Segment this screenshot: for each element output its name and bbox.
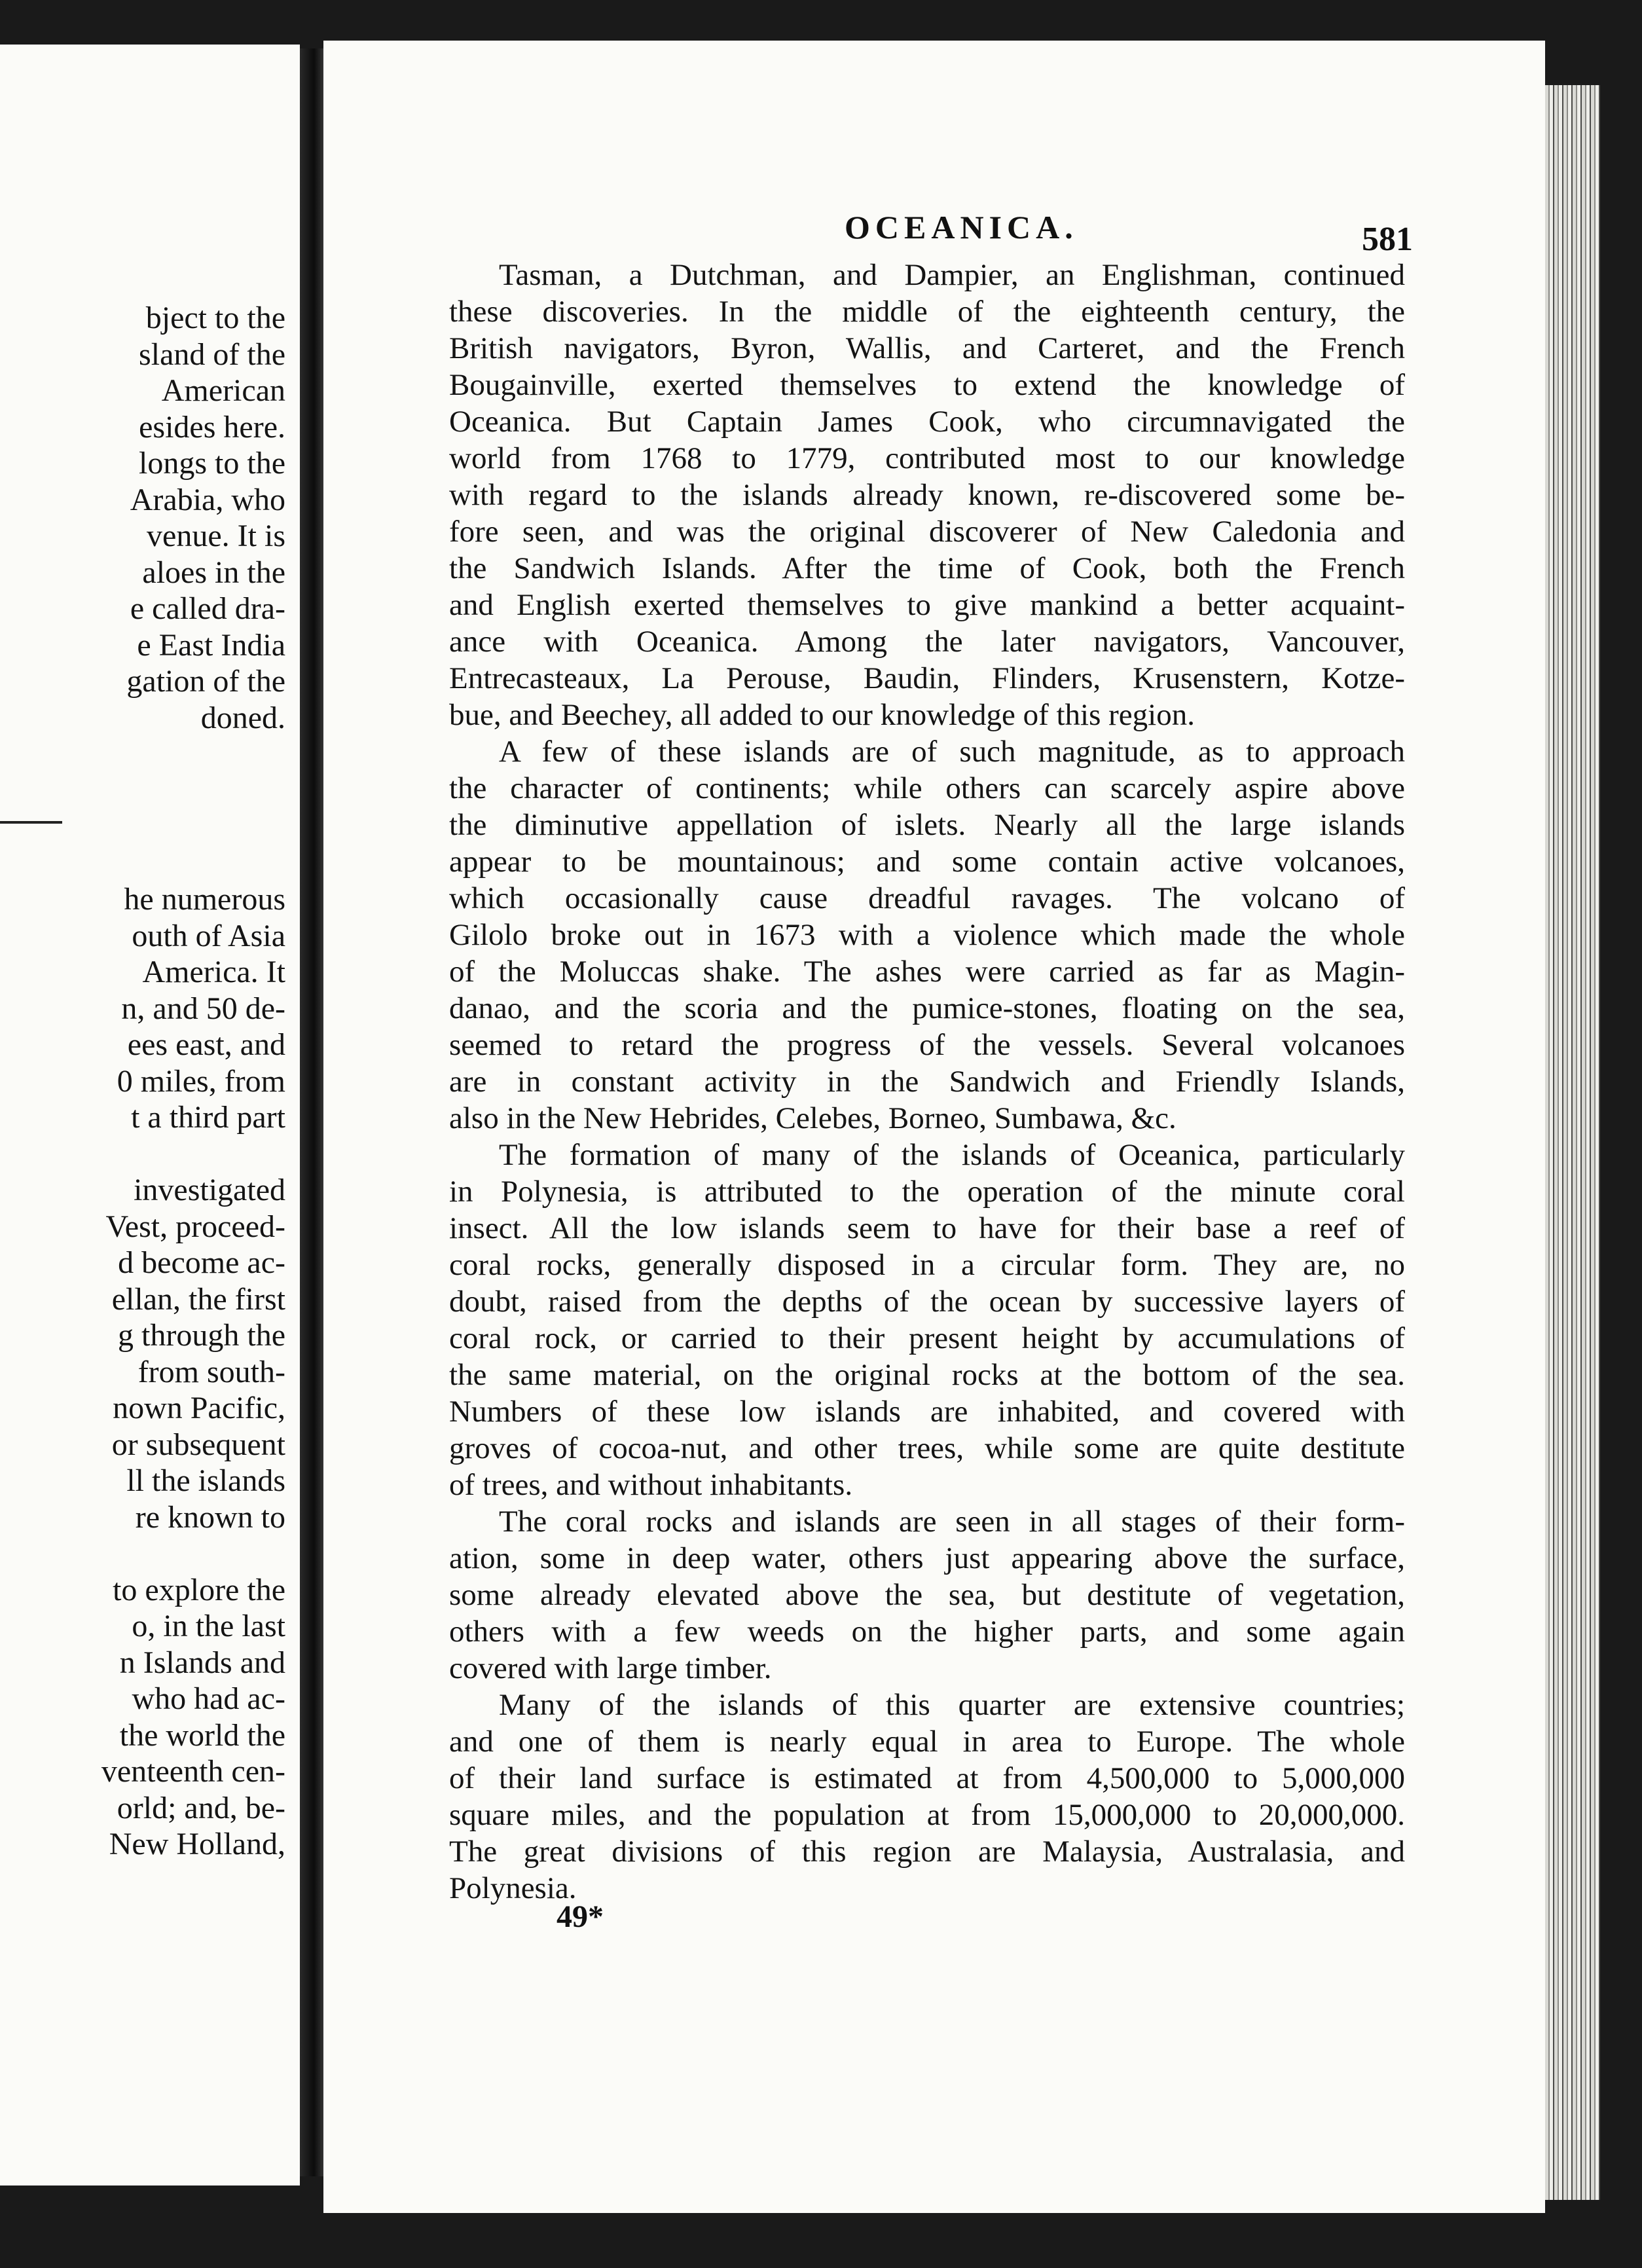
text-line: insect. All the low islands seem to have for their base a reef of [449, 1211, 1405, 1245]
left-page-line: aloes in the [142, 555, 285, 590]
body-text [449, 257, 1405, 1907]
left-page-line: nown Pacific, [113, 1391, 285, 1425]
left-page-line: American [161, 373, 285, 408]
left-page-line: e East India [137, 627, 285, 663]
paragraph [449, 1137, 1405, 1503]
text-line: Many of the islands of this quarter are extensive countries; [499, 1688, 1405, 1722]
left-page-line: ll the islands [126, 1463, 285, 1498]
left-page-line: New Holland, [109, 1827, 285, 1861]
left-page-line: ees east, and [127, 1027, 285, 1062]
left-page-text [0, 300, 300, 1863]
text-line: coral rocks, generally disposed in a circular form. They are, no [449, 1248, 1405, 1282]
left-page-line: t a third part [131, 1100, 285, 1135]
text-line: covered with large timber. [449, 1651, 772, 1685]
left-page-line [0, 1535, 300, 1572]
text-line: danao, and the scoria and the pumice-stones, floating on the sea, [449, 991, 1405, 1025]
section-rule [0, 821, 62, 824]
text-line: The coral rocks and islands are seen in all stages of their form- [499, 1505, 1405, 1539]
text-line: others with a few weeds on the higher parts, and some again [449, 1615, 1405, 1649]
text-line: are in constant activity in the Sandwich and Friendly Islands, [449, 1065, 1405, 1099]
text-line: groves of cocoa-nut, and other trees, while some are quite destitute [449, 1431, 1405, 1465]
left-page-line: sland of the [139, 337, 285, 372]
left-page-line: longs to the [139, 446, 285, 481]
left-page-line: d become ac- [118, 1245, 285, 1280]
left-page-line: o, in the last [132, 1609, 285, 1643]
left-page-line [0, 1136, 300, 1173]
text-line: seemed to retard the progress of the vessels. Several volcanoes [449, 1028, 1405, 1062]
left-page-line [0, 845, 300, 882]
left-page-line: re known to [135, 1499, 285, 1535]
left-page-line: g through the [118, 1318, 285, 1353]
left-page-line: venue. It is [147, 519, 285, 553]
left-page-line: n Islands and [119, 1645, 285, 1680]
left-page-line: venteenth cen- [101, 1754, 285, 1789]
text-line: Entrecasteaux, La Perouse, Baudin, Flinders, Krusenstern, Kotze- [449, 661, 1405, 695]
left-page-line [0, 773, 300, 809]
left-page-line [0, 809, 300, 845]
left-page [0, 45, 300, 2186]
left-page-line: gation of the [126, 664, 285, 699]
left-page-line [0, 736, 300, 773]
text-line: these discoveries. In the middle of the eighteenth century, the [449, 295, 1405, 329]
left-page-line: who had ac- [132, 1681, 285, 1716]
text-line: the Sandwich Islands. After the time of Cook, both the French [449, 551, 1405, 585]
text-line: ance with Oceanica. Among the later navigators, Vancouver, [449, 625, 1405, 659]
text-line: the diminutive appellation of islets. Nearly all the large islands [449, 808, 1405, 842]
left-page-line: Vest, proceed- [105, 1209, 285, 1244]
paragraph [449, 1503, 1405, 1687]
text-line: Oceanica. But Captain James Cook, who circumnavigated the [449, 405, 1405, 439]
text-line: Bougainville, exerted themselves to extend the knowledge of [449, 368, 1405, 402]
text-line: fore seen, and was the original discoverer of New Caledonia and [449, 515, 1405, 549]
left-page-line: ellan, the first [111, 1281, 285, 1317]
text-line: in Polynesia, is attributed to the operation of the minute coral [449, 1175, 1405, 1209]
page-edges [1545, 85, 1600, 2200]
left-page-line: he numerous [124, 882, 285, 917]
text-line: also in the New Hebrides, Celebes, Borneo, Sumbawa, &c. [449, 1101, 1177, 1135]
text-line: British navigators, Byron, Wallis, and Carteret, and the French [449, 331, 1405, 365]
left-page-line: 0 miles, from [117, 1063, 285, 1099]
paragraph [449, 257, 1405, 733]
paragraph [449, 1687, 1405, 1907]
text-line: bue, and Beechey, all added to our knowledge of this region. [449, 698, 1195, 732]
text-line: Numbers of these low islands are inhabited, and covered with [449, 1395, 1405, 1429]
left-page-line: bject to the [145, 301, 285, 335]
left-page-line: n, and 50 de- [121, 991, 285, 1026]
left-page-line: America. It [142, 955, 285, 989]
book-gutter [300, 48, 323, 2176]
text-line: square miles, and the population at from 15,000,000 to 20,000,000. [449, 1798, 1405, 1832]
text-line: world from 1768 to 1779, contributed most to our knowledge [449, 441, 1405, 475]
text-line: and English exerted themselves to give mankind a better acquaint- [449, 588, 1405, 622]
left-page-line: esides here. [139, 409, 285, 445]
signature-mark: 49* [556, 1899, 604, 1934]
left-page-line: e called dra- [130, 591, 285, 626]
left-page-line: Arabia, who [130, 482, 285, 517]
text-line: ation, some in deep water, others just appearing above the surface, [449, 1541, 1405, 1575]
text-line: doubt, raised from the depths of the ocean by successive layers of [449, 1285, 1405, 1319]
text-line: the same material, on the original rocks at the bottom of the sea. [449, 1358, 1405, 1392]
left-page-line: investigated [134, 1173, 285, 1207]
paragraph [449, 733, 1405, 1137]
text-line: coral rock, or carried to their present height by accumulations of [449, 1321, 1405, 1355]
text-line: appear to be mountainous; and some contain active volcanoes, [449, 845, 1405, 879]
text-line: Tasman, a Dutchman, and Dampier, an Englishman, continued [499, 258, 1405, 292]
left-page-line: from south- [137, 1354, 285, 1389]
left-page-line: outh of Asia [132, 918, 285, 953]
text-line: some already elevated above the sea, but destitute of vegetation, [449, 1578, 1405, 1612]
text-line: with regard to the islands already known, re-discovered some be- [449, 478, 1405, 512]
running-head: OCEANICA. [845, 209, 1078, 246]
page-number: 581 [1362, 221, 1413, 258]
text-line: the character of continents; while others can scarcely aspire above [449, 771, 1405, 805]
left-page-line: to explore the [113, 1572, 285, 1607]
text-line: Polynesia. [449, 1871, 577, 1905]
text-line: Gilolo broke out in 1673 with a violence which made the whole [449, 918, 1405, 952]
left-page-line: the world the [119, 1717, 285, 1753]
text-line: of the Moluccas shake. The ashes were carried as far as Magin- [449, 955, 1405, 989]
left-page-line: or subsequent [111, 1427, 285, 1462]
text-line: and one of them is nearly equal in area to Europe. The whole [449, 1725, 1405, 1759]
text-line: The great divisions of this region are Malaysia, Australasia, and [449, 1835, 1405, 1869]
text-line: of their land surface is estimated at from 4,500,000 to 5,000,000 [449, 1761, 1405, 1795]
left-page-line: doned. [200, 700, 285, 735]
text-line: A few of these islands are of such magnitude, as to approach [499, 735, 1405, 769]
text-line: which occasionally cause dreadful ravages. The volcano of [449, 881, 1405, 915]
text-line: The formation of many of the islands of Oceanica, particularly [499, 1138, 1405, 1172]
text-line: of trees, and without inhabitants. [449, 1468, 853, 1502]
left-page-line: orld; and, be- [117, 1790, 285, 1825]
